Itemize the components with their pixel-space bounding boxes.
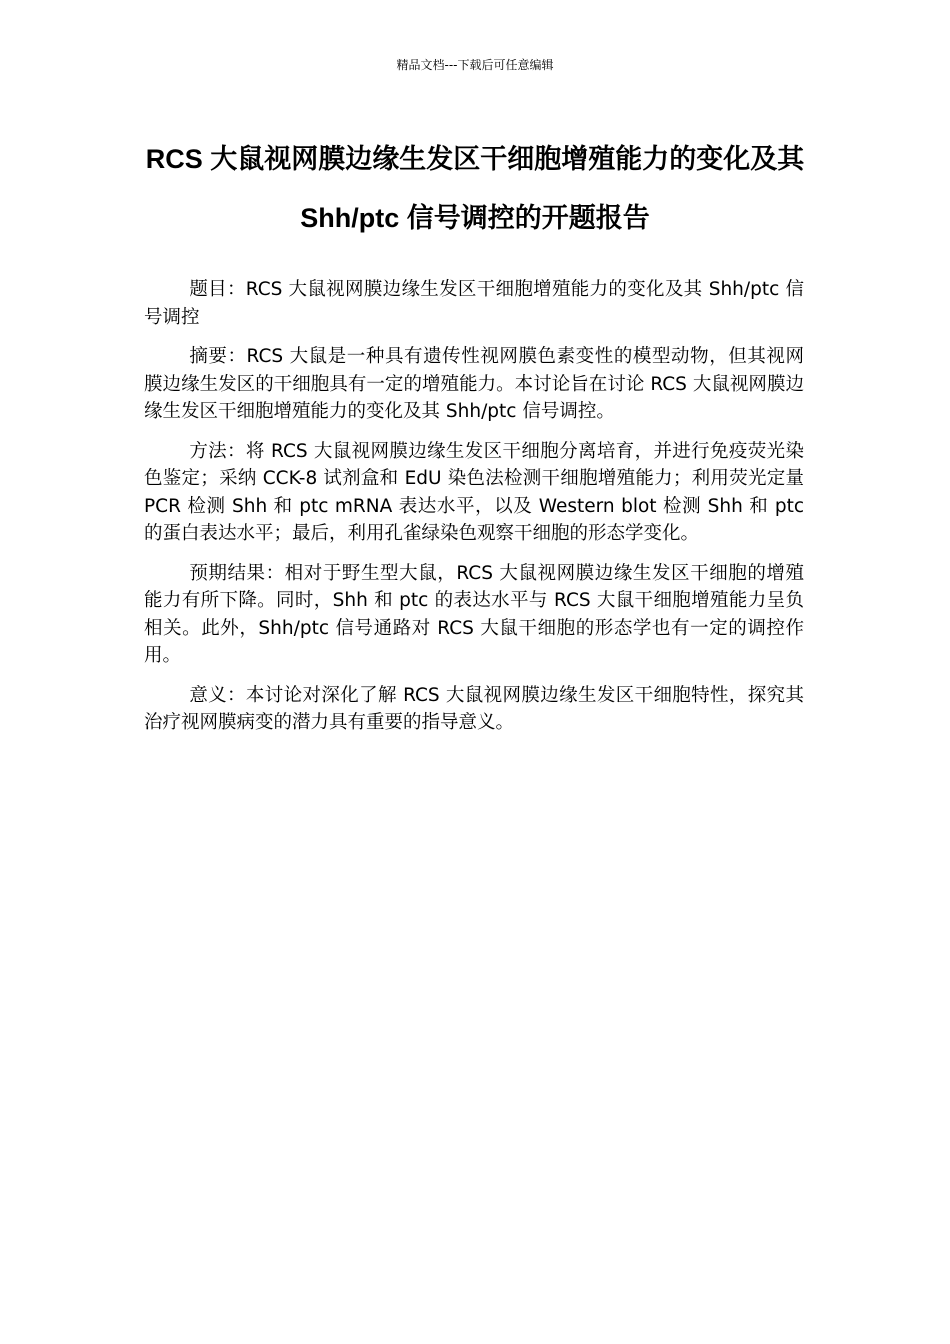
paragraph-significance: 意义：本讨论对深化了解 RCS 大鼠视网膜边缘生发区干细胞特性，探究其治疗视网膜病变的潜力具有重要的指导意义。 — [144, 684, 804, 733]
paragraph-topic: 题目：RCS 大鼠视网膜边缘生发区干细胞增殖能力的变化及其 Shh/ptc 信号调控 — [144, 279, 804, 328]
paragraph-abstract: 摘要：RCS 大鼠是一种具有遗传性视网膜色素变性的模型动物，但其视网膜边缘生发区的干细胞具有一定的增殖能力。本讨论旨在讨论 RCS 大鼠视网膜边缘生发区干细胞增殖能力的变化及其 Shh/ptc 信号调控。 — [144, 346, 804, 422]
paragraph-expected-results: 预期结果：相对于野生型大鼠，RCS 大鼠视网膜边缘生发区干细胞的增殖能力有所下降。同时，Shh 和 ptc 的表达水平与 RCS 大鼠干细胞增殖能力呈负相关。此外，Shh/ptc 信号通路对 RCS 大鼠干细胞的形态学也有一定的调控作用。 — [144, 562, 804, 666]
paragraph-methods: 方法：将 RCS 大鼠视网膜边缘生发区干细胞分离培育，并进行免疫荧光染色鉴定；采纳 CCK-8 试剂盒和 EdU 染色法检测干细胞增殖能力；利用荧光定量 PCR 检测 Shh 和 ptc mRNA 表达水平，以及 Western blot 检测 Shh 和 ptc 的蛋白表达水平；最后，利用孔雀绿染色观察干细胞的形态学变化。 — [144, 440, 804, 544]
header-note: 精品文档---下载后可任意编辑 — [396, 58, 554, 72]
document-title: RCS 大鼠视网膜边缘生发区干细胞增殖能力的变化及其 Shh/ptc 信号调控的开题报告 — [145, 144, 805, 233]
document-body — [144, 276, 804, 749]
